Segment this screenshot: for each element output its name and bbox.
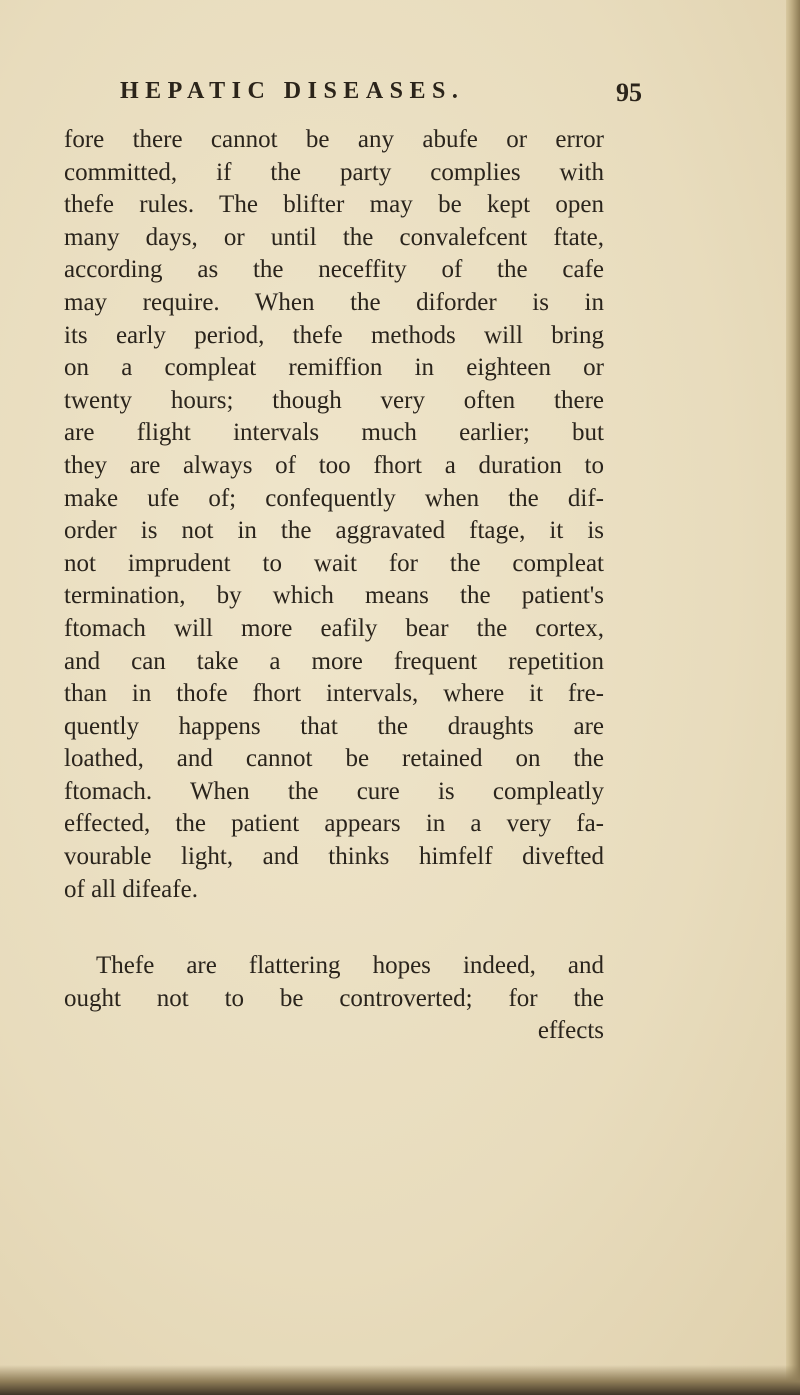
page-header <box>120 78 642 114</box>
text-line: on a compleat remiffion in eighteen or <box>64 354 604 382</box>
text-line: order is not in the aggravated ftage, it is <box>64 517 604 545</box>
text-line: vourable light, and thinks himfelf divefted <box>64 843 604 871</box>
text-line: not imprudent to wait for the compleat <box>64 549 604 577</box>
text-line: ought not to be controverted; for the <box>64 984 604 1012</box>
text-line: may require. When the diforder is in <box>64 288 604 316</box>
text-line: its early period, thefe methods will bring <box>64 321 604 349</box>
text-line: make ufe of; confequently when the dif- <box>64 484 604 512</box>
paragraph-gap <box>64 906 604 950</box>
text-line: effected, the patient appears in a very fa- <box>64 810 604 838</box>
paragraph-1 <box>64 124 604 906</box>
text-line: than in thofe fhort intervals, where it fre- <box>64 680 604 708</box>
catchword: effects <box>537 1017 604 1045</box>
body-text <box>64 124 604 1048</box>
page-number: 95 <box>616 78 642 107</box>
text-line: thefe rules. The blifter may be kept open <box>64 191 604 219</box>
text-line: many days, or until the convalefcent ftate, <box>64 223 604 251</box>
text-line: committed, if the party complies with <box>64 158 604 186</box>
text-line: they are always of too fhort a duration to <box>64 451 604 479</box>
text-line: loathed, and cannot be retained on the <box>64 745 604 773</box>
text-line: are flight intervals much earlier; but <box>64 419 604 447</box>
text-line: according as the neceffity of the cafe <box>64 256 604 284</box>
page-edge-bottom <box>0 1365 800 1395</box>
text-line: termination, by which means the patient's <box>64 582 604 610</box>
text-line: ftomach. When the cure is compleatly <box>64 777 604 805</box>
paragraph-2 <box>64 950 604 1015</box>
text-line: twenty hours; though very often there <box>64 386 604 414</box>
text-line: of all difeafe. <box>64 875 198 903</box>
text-line: Thefe are flattering hopes indeed, and <box>96 952 604 980</box>
text-line: and can take a more frequent repetition <box>64 647 604 675</box>
text-line: ftomach will more eafily bear the cortex, <box>64 614 604 642</box>
page-edge-right <box>786 0 800 1395</box>
text-line: quently happens that the draughts are <box>64 712 604 740</box>
running-head: HEPATIC DISEASES. <box>120 78 465 104</box>
text-line: fore there cannot be any abufe or error <box>64 126 604 153</box>
